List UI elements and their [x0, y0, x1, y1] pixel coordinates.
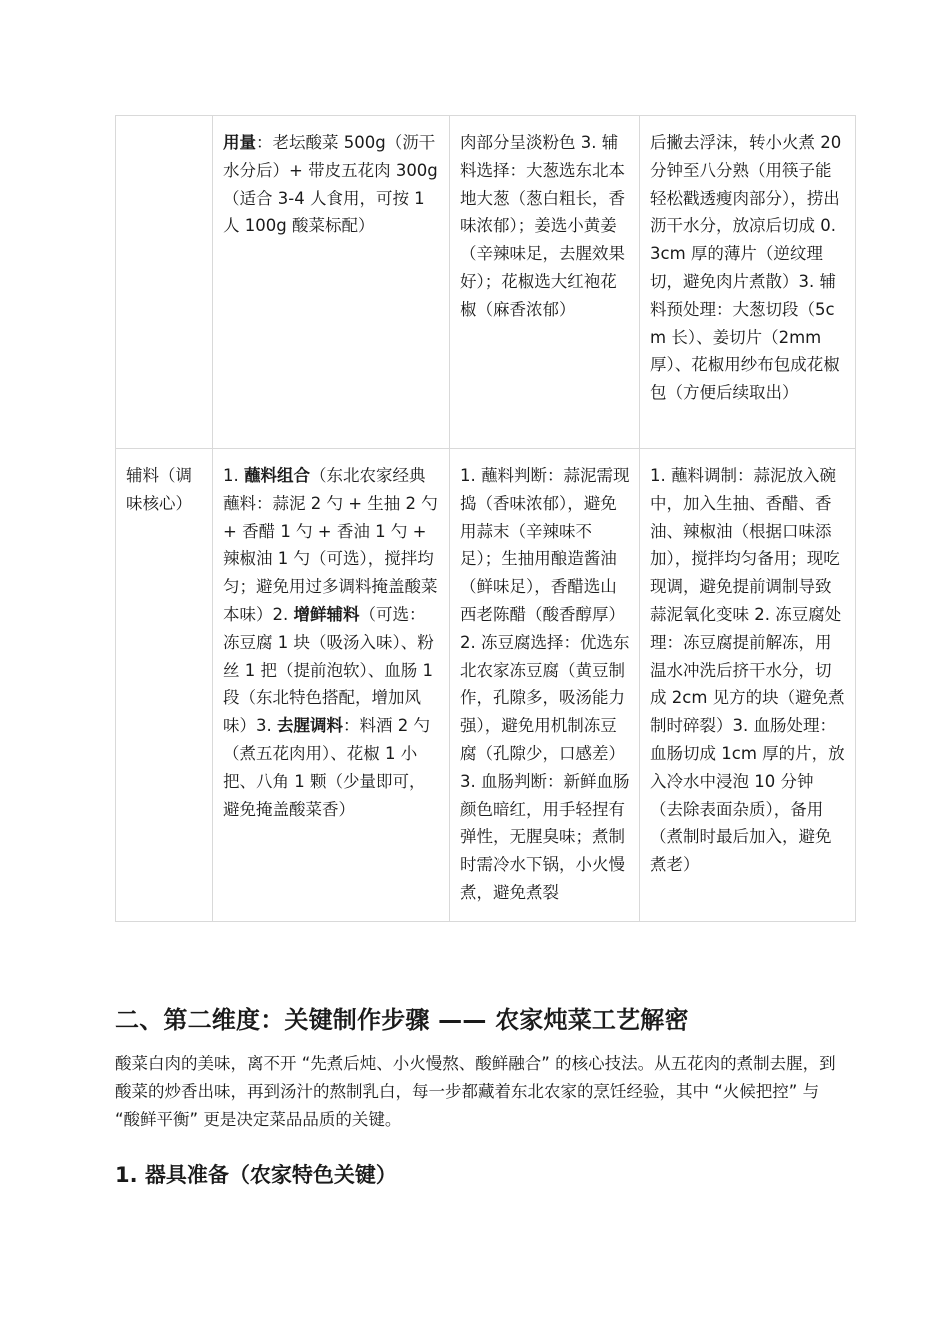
table-cell-selection: 肉部分呈淡粉色 3. 辅料选择：大葱选东北本地大葱（葱白粗长，香味浓郁）；姜选小黄姜（辛辣味足，去腥效果好）；花椒选大红袍花椒（麻香浓郁） — [450, 116, 640, 449]
table-cell-amount — [213, 449, 450, 922]
amount-text: ：老坛酸菜 500g（沥干水分后）+ 带皮五花肉 300g（适合 3-4 人食用，可按 1 人 100g 酸菜标配） — [223, 133, 438, 236]
umami-side-label: 增鲜辅料 — [293, 604, 360, 624]
table-row — [116, 449, 856, 922]
table-cell-selection: 1. 蘸料判断：蒜泥需现捣（香味浓郁），避免用蒜末（辛辣味不足）；生抽用酿造酱油（鲜味足），香醋选山西老陈醋（酸香醇厚）2. 冻豆腐选择：优选东北农家冻豆腐（黄豆制作，孔隙多，吸汤能力强），避免用机制冻豆腐（孔隙少，口感差）3. 血肠判断：新鲜血肠颜色暗红，用手轻捏有弹性，无腥臭味；煮制时需冷水下锅，小火慢煮，避免煮裂 — [450, 449, 640, 922]
section-heading: 二、第二维度：关键制作步骤 —— 农家炖菜工艺解密 — [115, 1006, 689, 1034]
dip-sauce-text: （东北农家经典蘸料：蒜泥 2 勺 + 生抽 2 勺 + 香醋 1 勺 + 香油 1 勺 + 辣椒油 1 勺（可选），搅拌均匀；避免用过多调料掩盖酸菜本味）2. — [223, 466, 438, 624]
amount-label: 用量 — [223, 133, 256, 152]
table-cell-category — [116, 116, 213, 449]
dip-sauce-label: 蘸料组合 — [244, 466, 310, 485]
table-cell-preparation: 后撇去浮沫，转小火煮 20 分钟至八分熟（用筷子能轻松戳透瘦肉部分），捞出沥干水分，放凉后切成 0.3cm 厚的薄片（逆纹理切，避免肉片煮散）3. 辅料预处理：大葱切段（5cm 长）、姜切片（2mm 厚）、花椒用纱布包成花椒包（方便后续取出） — [640, 116, 856, 449]
ingredients-table — [115, 115, 856, 922]
table-cell-amount — [213, 116, 450, 449]
table-row — [116, 116, 856, 449]
table-cell-preparation: 1. 蘸料调制：蒜泥放入碗中，加入生抽、香醋、香油、辣椒油（根据口味添加），搅拌均匀备用；现吃现调，避免提前调制导致蒜泥氧化变味 2. 冻豆腐处理：冻豆腐提前解冻，用温水冲洗后挤干水分，切成 2cm 见方的块（避免煮制时碎裂）3. 血肠处理：血肠切成 1cm 厚的片，放入冷水中浸泡 10 分钟（去除表面杂质），备用（煮制时最后加入，避免煮老） — [640, 449, 856, 922]
section-paragraph: 酸菜白肉的美味，离不开 “先煮后炖、小火慢熬、酸鲜融合” 的核心技法。从五花肉的煮制去腥，到酸菜的炒香出味，再到汤汁的熬制乳白，每一步都藏着东北农家的烹饪经验，其中 “火候把控” 与 “酸鲜平衡” 更是决定菜品品质的关键。 — [115, 1054, 836, 1129]
list-number: 1. — [223, 466, 244, 485]
deodorize-text: ：料酒 2 勺（煮五花肉用）、花椒 1 小把、八角 1 颗（少量即可，避免掩盖酸菜香） — [223, 716, 430, 819]
table-cell-category: 辅料（调味核心） — [116, 449, 213, 922]
umami-side-text: （可选：冻豆腐 1 块（吸汤入味）、粉丝 1 把（提前泡软）、血肠 1 段（东北特色搭配，增加风味）3. — [223, 604, 434, 736]
subsection-heading: 1. 器具准备（农家特色关键） — [115, 1163, 397, 1187]
deodorize-label: 去腥调料 — [277, 716, 343, 736]
